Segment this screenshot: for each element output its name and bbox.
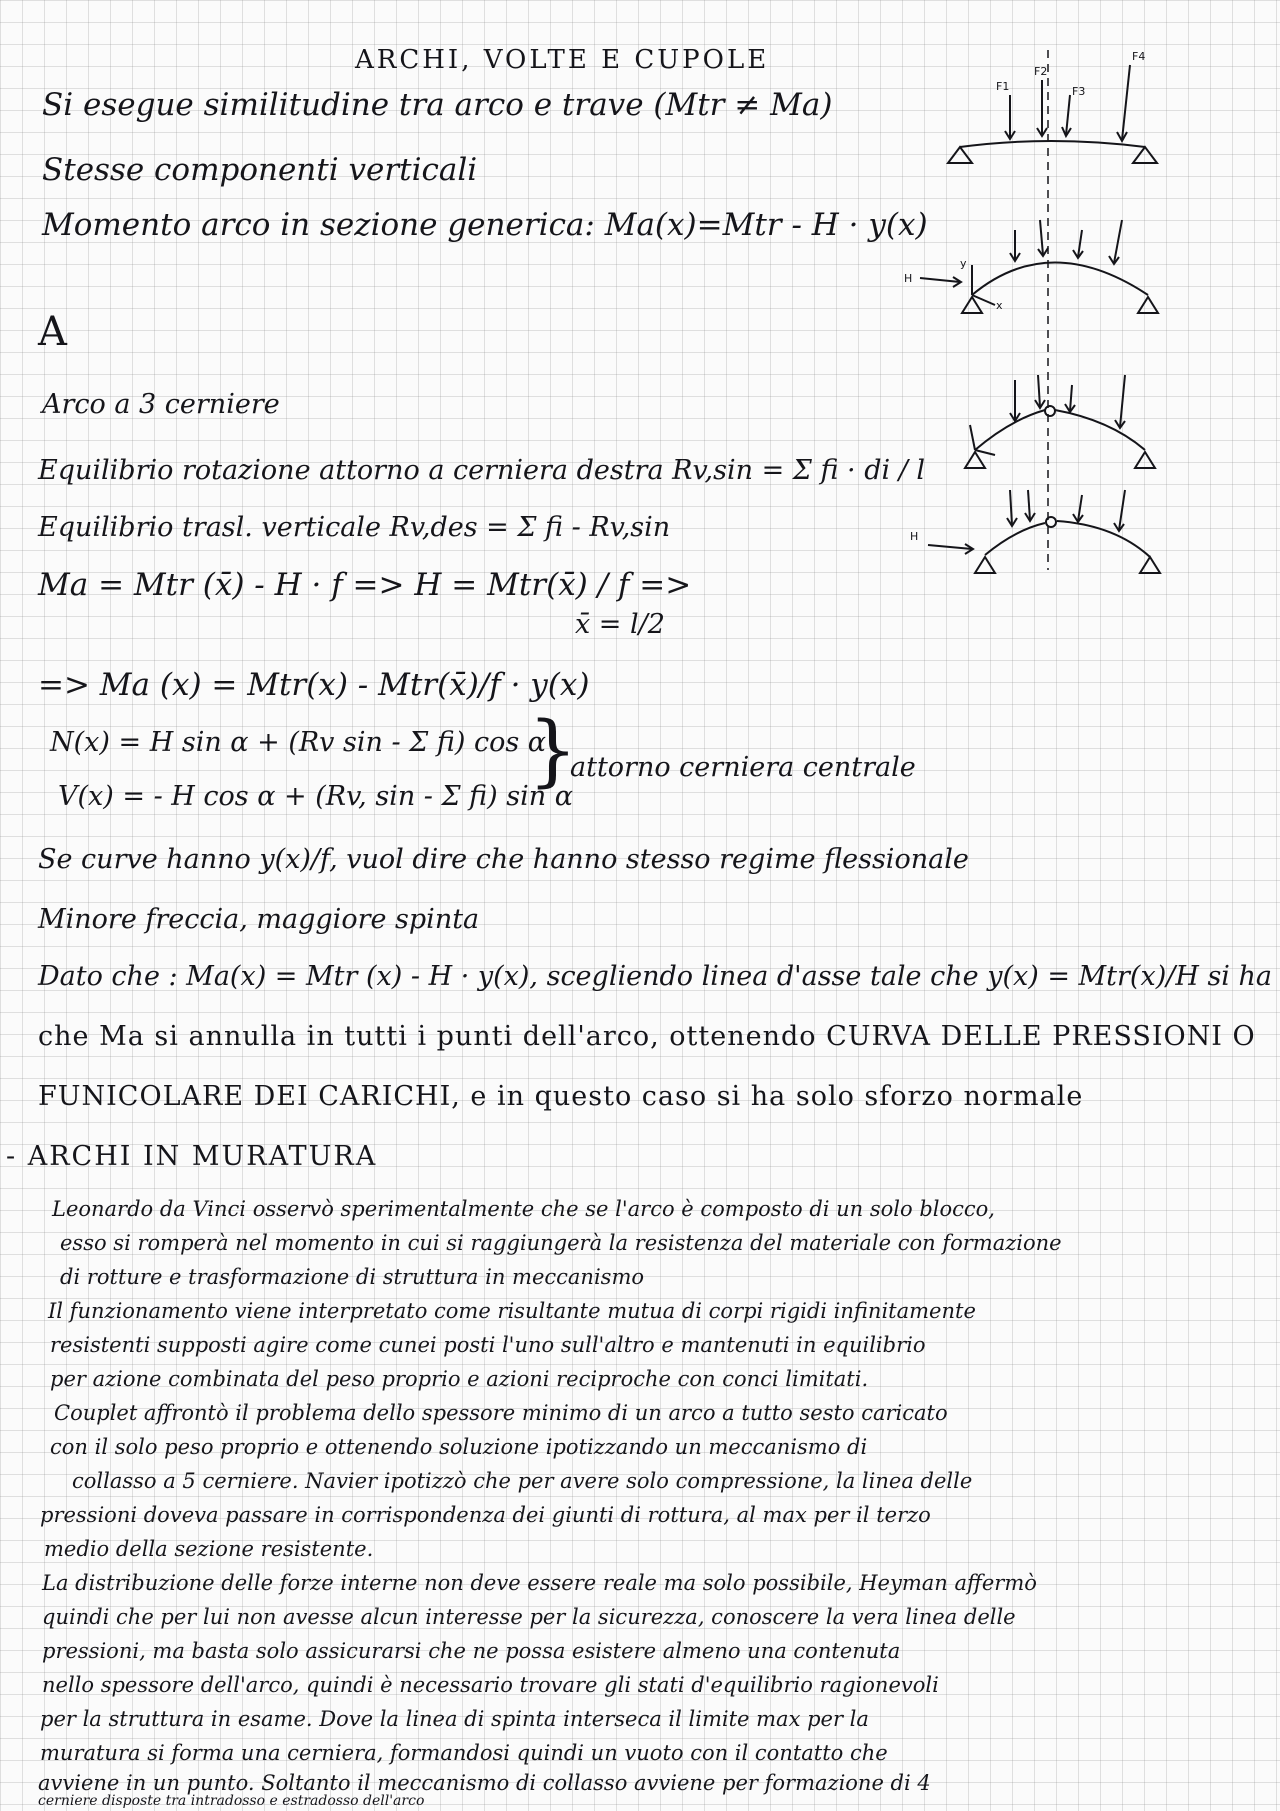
masonry-line: muratura si forma una cerniera, formandosi quindi un vuoto con il contatto che: [40, 1741, 888, 1765]
masonry-line: per azione combinata del peso proprio e azioni reciproche con conci limitati.: [50, 1367, 869, 1391]
brace-note: attorno cerniera centrale: [570, 752, 916, 783]
shear-force-equation: V(x) = - H cos α + (Rv, sin - Σ fi) sin α: [58, 781, 573, 812]
masonry-line: Il funzionamento viene interpretato come risultante mutua di corpi rigidi infinitamente: [48, 1299, 976, 1323]
page-title: ARCHI, VOLTE E CUPOLE: [355, 45, 770, 75]
label-f2: F2: [1034, 65, 1048, 78]
note-curva-pressioni: che Ma si annulla in tutti i punti dell'arco, ottenendo CURVA DELLE PRESSIONI O: [38, 1021, 1256, 1052]
section-marker: A: [38, 309, 67, 355]
label-h: H: [904, 272, 913, 285]
note-dato-che: Dato che : Ma(x) = Mtr (x) - H · y(x), scegliendo linea d'asse tale che y(x) = Mtr(x)/H si ha: [38, 961, 1273, 992]
equilibrium-rotation: Equilibrio rotazione attorno a cerniera destra Rv,sin = Σ fi · di / l: [38, 455, 926, 486]
masonry-heading: - ARCHI IN MURATURA: [6, 1141, 378, 1172]
masonry-line: nello spessore dell'arco, quindi è necessario trovare gli stati d'equilibrio ragionevoli: [42, 1673, 939, 1697]
moment-arch-equation: => Ma (x) = Mtr(x) - Mtr(x̄)/f · y(x): [38, 667, 590, 703]
masonry-line: avviene in un punto. Soltanto il meccanismo di collasso avviene per formazione di 4: [38, 1771, 931, 1795]
x-bar-definition: x̄ = l/2: [575, 609, 665, 640]
arch-diagrams: [900, 35, 1200, 585]
masonry-line: esso si romperà nel momento in cui si raggiungerà la resistenza del materiale con formazione: [60, 1231, 1062, 1255]
masonry-line: La distribuzione delle forze interne non deve essere reale ma solo possibile, Heyman affermò: [42, 1571, 1037, 1595]
masonry-line: resistenti supposti agire come cunei posti l'uno sull'altro e mantenuti in equilibrio: [50, 1333, 926, 1357]
three-hinge-heading: Arco a 3 cerniere: [42, 389, 280, 420]
normal-force-equation: N(x) = H sin α + (Rv sin - Σ fi) cos α: [50, 727, 547, 758]
masonry-line: Couplet affrontò il problema dello spessore minimo di un arco a tutto sesto caricato: [54, 1401, 948, 1425]
label-x: x: [996, 299, 1003, 312]
equilibrium-translation: Equilibrio trasl. verticale Rv,des = Σ fi - Rv,sin: [38, 512, 671, 543]
masonry-line: quindi che per lui non avesse alcun interesse per la sicurezza, conoscere la vera linea delle: [42, 1605, 1016, 1629]
label-f4: F4: [1132, 50, 1146, 63]
label-f3: F3: [1072, 85, 1086, 98]
intro-line-2: Stesse componenti verticali: [42, 152, 478, 188]
intro-line-1: Si esegue similitudine tra arco e trave (Mtr ≠ Ma): [42, 87, 833, 123]
masonry-line: Leonardo da Vinci osservò sperimentalmente che se l'arco è composto di un solo blocco,: [52, 1197, 995, 1221]
label-h-2: H: [910, 530, 919, 543]
arch-diagram-3: [965, 375, 1155, 468]
note-funicolare: FUNICOLARE DEI CARICHI, e in questo caso si ha solo sforzo normale: [38, 1081, 1084, 1112]
masonry-line: di rotture e trasformazione di struttura in meccanismo: [60, 1265, 645, 1289]
label-f1: F1: [996, 80, 1010, 93]
masonry-line: pressioni, ma basta solo assicurarsi che ne possa esistere almeno una contenuta: [42, 1639, 901, 1663]
masonry-line: cerniere disposte tra intradosso e estradosso dell'arco: [38, 1793, 425, 1809]
label-y: y: [960, 257, 967, 270]
intro-line-3: Momento arco in sezione generica: Ma(x)=Mtr - H · y(x): [42, 207, 928, 243]
brace-symbol: }: [528, 706, 578, 796]
masonry-line: pressioni doveva passare in corrispondenza dei giunti di rottura, al max per il terzo: [40, 1503, 931, 1527]
arch-diagram-4: [928, 490, 1160, 573]
masonry-line: collasso a 5 cerniere. Navier ipotizzò che per avere solo compressione, la linea delle: [72, 1469, 973, 1493]
note-regime: Se curve hanno y(x)/f, vuol dire che hanno stesso regime flessionale: [38, 844, 969, 875]
beam-diagram: [948, 65, 1157, 163]
masonry-line: con il solo peso proprio e ottenendo soluzione ipotizzando un meccanismo di: [50, 1435, 868, 1459]
moment-equation: Ma = Mtr (x̄) - H · f => H = Mtr(x̄) / f =>: [38, 567, 692, 603]
masonry-line: medio della sezione resistente.: [44, 1537, 374, 1561]
note-freccia: Minore freccia, maggiore spinta: [38, 904, 480, 935]
arch-diagram-2: [920, 220, 1158, 313]
masonry-line: per la struttura in esame. Dove la linea di spinta interseca il limite max per la: [40, 1707, 869, 1731]
